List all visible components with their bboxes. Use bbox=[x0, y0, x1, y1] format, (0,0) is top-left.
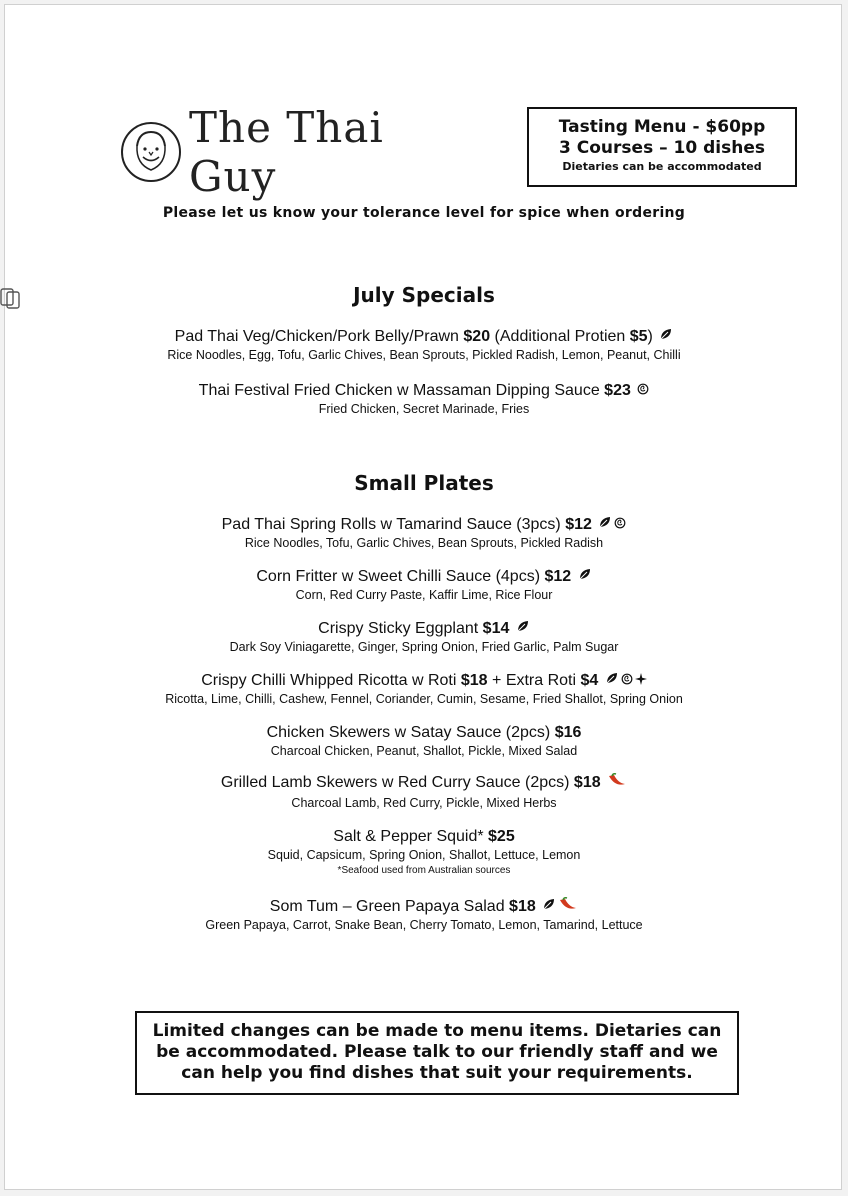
item-extra: (Additional Protien bbox=[490, 328, 630, 346]
sparkle-icon bbox=[635, 671, 647, 691]
menu-item bbox=[5, 381, 843, 418]
item-price: $23 bbox=[604, 382, 631, 400]
chef-face-icon bbox=[121, 122, 181, 182]
item-price: $25 bbox=[488, 828, 515, 845]
spiral-icon bbox=[637, 381, 649, 401]
tasting-menu-box bbox=[527, 107, 797, 187]
item-description: Ricotta, Lime, Chilli, Cashew, Fennel, Coriander, Cumin, Sesame, Fried Shallot, Spring Onion bbox=[165, 692, 683, 707]
menu-item bbox=[5, 619, 843, 656]
tasting-menu-courses: 3 Courses – 10 dishes bbox=[559, 138, 765, 158]
item-name: Salt & Pepper Squid* bbox=[333, 828, 489, 845]
vegan-leaf-icon bbox=[542, 897, 556, 917]
item-description: Squid, Capsicum, Spring Onion, Shallot, Lettuce, Lemon bbox=[267, 848, 581, 862]
spice-note: Please let us know your tolerance level for spice when ordering bbox=[162, 205, 686, 221]
item-price: $18 bbox=[509, 898, 536, 916]
spiral-icon bbox=[621, 671, 633, 691]
menu-page bbox=[4, 4, 842, 1190]
item-description: Fried Chicken, Secret Marinade, Fries bbox=[318, 402, 530, 417]
item-extra-close: ) bbox=[647, 328, 653, 346]
item-name: Pad Thai Spring Rolls w Tamarind Sauce (3pcs) bbox=[221, 516, 566, 534]
spiral-icon bbox=[614, 515, 626, 535]
item-name: Crispy Chilli Whipped Ricotta w Roti bbox=[201, 672, 461, 690]
item-description: Rice Noodles, Tofu, Garlic Chives, Bean Sprouts, Pickled Radish bbox=[244, 536, 604, 551]
vegan-leaf-icon bbox=[578, 567, 592, 587]
menu-item bbox=[5, 567, 843, 604]
menu-item bbox=[5, 773, 843, 812]
vegan-leaf-icon bbox=[659, 327, 673, 347]
menu-item bbox=[5, 515, 843, 552]
item-description: Rice Noodles, Egg, Tofu, Garlic Chives, Bean Sprouts, Pickled Radish, Lemon, Peanut, Chilli bbox=[167, 348, 681, 363]
item-name: Chicken Skewers w Satay Sauce (2pcs) bbox=[266, 724, 555, 741]
item-extra-price: $5 bbox=[629, 328, 648, 346]
item-extra-price: $4 bbox=[580, 672, 599, 690]
item-description: Charcoal Chicken, Peanut, Shallot, Pickle, Mixed Salad bbox=[270, 744, 578, 758]
item-description: Charcoal Lamb, Red Curry, Pickle, Mixed Herbs bbox=[291, 796, 557, 811]
section-title-july-specials: July Specials bbox=[353, 283, 495, 307]
item-name: Thai Festival Fried Chicken w Massaman Dipping Sauce bbox=[198, 382, 605, 400]
item-price: $12 bbox=[544, 568, 572, 586]
item-name: Crispy Sticky Eggplant bbox=[318, 620, 483, 638]
tasting-menu-price: Tasting Menu - $60pp bbox=[558, 117, 766, 137]
item-description: Corn, Red Curry Paste, Kaffir Lime, Rice Flour bbox=[295, 588, 553, 603]
item-name: Pad Thai Veg/Chicken/Pork Belly/Prawn bbox=[174, 328, 464, 346]
dietary-notice-text: Limited changes can be made to menu items. Dietaries can be accommodated. Please talk to our friendly staff and we can help you find dishes that suit your requirements. bbox=[152, 1021, 722, 1083]
menu-item bbox=[5, 723, 843, 760]
item-price: $12 bbox=[565, 516, 592, 534]
tasting-menu-dietaries: Dietaries can be accommodated bbox=[562, 160, 762, 173]
item-footnote: *Seafood used from Australian sources bbox=[337, 865, 511, 876]
item-extra: + Extra Roti bbox=[487, 672, 581, 690]
chilli-icon bbox=[558, 897, 578, 917]
item-description: Dark Soy Viniagarette, Ginger, Spring Onion, Fried Garlic, Palm Sugar bbox=[229, 640, 619, 655]
vegan-leaf-icon bbox=[598, 515, 612, 535]
vegan-leaf-icon bbox=[516, 619, 530, 639]
chilli-icon bbox=[607, 773, 627, 793]
dietary-notice-box bbox=[135, 1011, 739, 1095]
menu-item bbox=[5, 897, 843, 934]
vegan-leaf-icon bbox=[605, 671, 619, 691]
item-description: Green Papaya, Carrot, Snake Bean, Cherry Tomato, Lemon, Tamarind, Lettuce bbox=[205, 918, 643, 933]
item-name: Som Tum – Green Papaya Salad bbox=[269, 898, 510, 916]
item-name: Corn Fritter w Sweet Chilli Sauce (4pcs) bbox=[256, 568, 545, 586]
item-price: $16 bbox=[554, 724, 582, 741]
logo bbox=[121, 103, 431, 201]
logo-text: The Thai Guy bbox=[189, 103, 384, 201]
section-title-small-plates: Small Plates bbox=[354, 471, 494, 495]
item-price: $14 bbox=[482, 620, 510, 638]
item-name: Grilled Lamb Skewers w Red Curry Sauce (2pcs) bbox=[220, 774, 574, 792]
menu-item bbox=[5, 671, 843, 708]
item-price: $20 bbox=[463, 328, 491, 346]
menu-item bbox=[5, 827, 843, 878]
item-price: $18 bbox=[573, 774, 601, 792]
menu-item bbox=[5, 327, 843, 364]
item-price: $18 bbox=[460, 672, 488, 690]
